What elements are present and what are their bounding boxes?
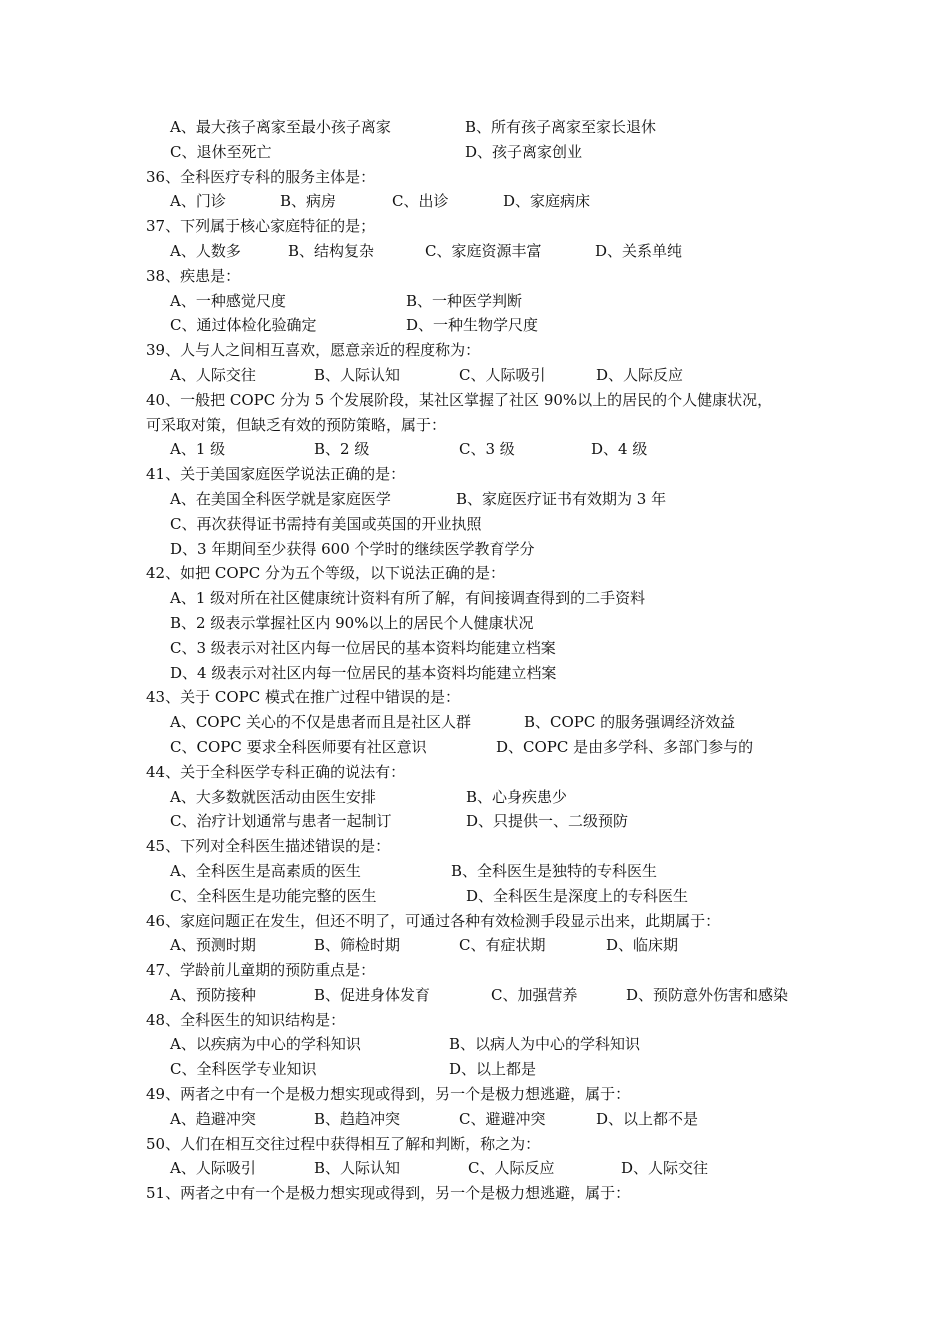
answer-option: B、筛检时期 xyxy=(314,936,401,955)
document-page xyxy=(0,115,950,1206)
answer-option: C、出诊 xyxy=(392,192,449,211)
question-stem: 50、人们在相互交往过程中获得相互了解和判断，称之为： xyxy=(146,1134,541,1153)
answer-option: B、人际认知 xyxy=(314,365,401,384)
answer-option: D、COPC 是由多学科、多部门参与的 xyxy=(496,737,754,756)
option-row xyxy=(0,363,950,388)
answer-option: C、全科医生是功能完整的医生 xyxy=(170,886,377,905)
question-stem: 45、下列对全科医生描述错误的是： xyxy=(146,837,391,856)
question-stem: 51、两者之中有一个是极力想实现或得到，另一个是极力想逃避，属于： xyxy=(146,1184,631,1203)
answer-option: B、趋趋冲突 xyxy=(314,1109,401,1128)
answer-option: A、以疾病为中心的学科知识 xyxy=(170,1035,361,1054)
answer-option: A、预测时期 xyxy=(170,936,256,955)
answer-option: A、1 级对所在社区健康统计资料有所了解，有间接调查得到的二手资料 xyxy=(170,589,646,608)
answer-option: C、人际吸引 xyxy=(459,365,546,384)
answer-option: B、心身疾患少 xyxy=(466,787,568,806)
question-stem: 47、学龄前儿童期的预防重点是： xyxy=(146,961,376,980)
answer-option: B、病房 xyxy=(280,192,337,211)
option-row xyxy=(0,586,950,611)
option-row xyxy=(0,1107,950,1132)
answer-option: B、以病人为中心的学科知识 xyxy=(449,1035,641,1054)
answer-option: B、人际认知 xyxy=(314,1159,401,1178)
answer-option: B、结构复杂 xyxy=(288,241,375,260)
answer-option: D、全科医生是深度上的专科医生 xyxy=(466,886,689,905)
question-stem: 44、关于全科医学专科正确的说法有： xyxy=(146,762,406,781)
answer-option: A、全科医生是高素质的医生 xyxy=(170,861,361,880)
answer-option: A、人际吸引 xyxy=(170,1159,256,1178)
answer-option: D、关系单纯 xyxy=(595,241,683,260)
option-row xyxy=(0,809,950,834)
answer-option: C、加强营养 xyxy=(491,985,578,1004)
answer-option: C、人际反应 xyxy=(468,1159,555,1178)
answer-option: A、1 级 xyxy=(170,440,226,459)
question-stem: 42、如把 COPC 分为五个等级，以下说法正确的是： xyxy=(146,564,505,583)
answer-option: D、人际反应 xyxy=(596,365,684,384)
answer-option: A、最大孩子离家至最小孩子离家 xyxy=(170,118,391,136)
option-row xyxy=(0,933,950,958)
option-row xyxy=(0,1156,950,1181)
question-stem-continued: 可采取对策，但缺乏有效的预防策略，属于： xyxy=(146,415,447,434)
option-row xyxy=(0,239,950,264)
answer-option: D、一种生物学尺度 xyxy=(406,316,539,335)
question-stem: 39、人与人之间相互喜欢，愿意亲近的程度称为： xyxy=(146,341,481,360)
option-row xyxy=(0,289,950,314)
question-stem: 43、关于 COPC 模式在推广过程中错误的是： xyxy=(146,688,460,707)
question-stem: 38、疾患是： xyxy=(146,266,241,285)
question-stem: 48、全科医生的知识结构是： xyxy=(146,1010,346,1029)
answer-option: D、3 年期间至少获得 600 个学时的继续医学教育学分 xyxy=(170,539,535,558)
answer-option: B、所有孩子离家至家长退休 xyxy=(465,118,657,136)
answer-option: B、一种医学判断 xyxy=(406,291,523,310)
answer-option: A、大多数就医活动由医生安排 xyxy=(170,787,376,806)
option-row xyxy=(0,487,950,512)
option-row xyxy=(0,983,950,1008)
answer-option: D、4 级表示对社区内每一位居民的基本资料均能建立档案 xyxy=(170,663,557,682)
answer-option: A、趋避冲突 xyxy=(170,1109,256,1128)
option-row xyxy=(0,785,950,810)
option-row xyxy=(0,1057,950,1082)
answer-option: B、2 级 xyxy=(314,440,370,459)
answer-option: A、预防接种 xyxy=(170,985,256,1004)
question-stem: 40、一般把 COPC 分为 5 个发展阶段，某社区掌握了社区 90%以上的居民的个人健康状况， xyxy=(146,390,773,409)
option-row xyxy=(0,636,950,661)
option-row xyxy=(0,512,950,537)
answer-option: A、COPC 关心的不仅是患者而且是社区人群 xyxy=(170,713,471,732)
question-stem: 49、两者之中有一个是极力想实现或得到，另一个是极力想逃避，属于： xyxy=(146,1085,631,1104)
answer-option: C、避避冲突 xyxy=(459,1109,546,1128)
answer-option: B、COPC 的服务强调经济效益 xyxy=(524,713,736,732)
answer-option: C、3 级表示对社区内每一位居民的基本资料均能建立档案 xyxy=(170,638,556,657)
option-row xyxy=(0,313,950,338)
answer-option: D、以上都是 xyxy=(449,1060,537,1079)
answer-option: D、人际交往 xyxy=(621,1159,709,1178)
answer-option: D、预防意外伤害和感染 xyxy=(626,985,789,1004)
option-row xyxy=(0,1032,950,1057)
answer-option: A、一种感觉尺度 xyxy=(170,291,286,310)
question-stem: 36、全科医疗专科的服务主体是： xyxy=(146,167,376,186)
answer-option: A、在美国全科医学就是家庭医学 xyxy=(170,489,391,508)
answer-option: A、人际交往 xyxy=(170,365,256,384)
answer-option: D、只提供一、二级预防 xyxy=(466,812,629,831)
answer-option: A、门诊 xyxy=(170,192,226,211)
answer-option: A、人数多 xyxy=(170,241,241,260)
option-row xyxy=(0,537,950,562)
answer-option: D、4 级 xyxy=(591,440,648,459)
option-row xyxy=(0,710,950,735)
answer-option: B、家庭医疗证书有效期为 3 年 xyxy=(456,489,667,508)
answer-option: D、孩子离家创业 xyxy=(465,142,583,161)
answer-option: B、促进身体发育 xyxy=(314,985,431,1004)
answer-option: C、治疗计划通常与患者一起制订 xyxy=(170,812,392,831)
answer-option: C、COPC 要求全科医师要有社区意识 xyxy=(170,737,427,756)
answer-option: D、临床期 xyxy=(606,936,679,955)
option-row xyxy=(0,884,950,909)
answer-option: C、3 级 xyxy=(459,440,515,459)
option-row xyxy=(0,115,950,140)
answer-option: D、家庭病床 xyxy=(503,192,591,211)
answer-option: C、退休至死亡 xyxy=(170,142,272,161)
question-stem: 46、家庭问题正在发生，但还不明了，可通过各种有效检测手段显示出来，此期属于： xyxy=(146,911,721,930)
answer-option: C、通过体检化验确定 xyxy=(170,316,317,335)
option-row xyxy=(0,661,950,686)
answer-option: C、有症状期 xyxy=(459,936,546,955)
answer-option: C、再次获得证书需持有美国或英国的开业执照 xyxy=(170,514,482,533)
answer-option: B、全科医生是独特的专科医生 xyxy=(451,861,658,880)
answer-option: D、以上都不是 xyxy=(596,1109,699,1128)
question-stem: 41、关于美国家庭医学说法正确的是： xyxy=(146,465,406,484)
option-row xyxy=(0,140,950,165)
option-row xyxy=(0,611,950,636)
answer-option: B、2 级表示掌握社区内 90%以上的居民个人健康状况 xyxy=(170,613,534,632)
answer-option: C、全科医学专业知识 xyxy=(170,1060,317,1079)
option-row xyxy=(0,859,950,884)
question-stem: 37、下列属于核心家庭特征的是； xyxy=(146,217,376,236)
option-row xyxy=(0,189,950,214)
answer-option: C、家庭资源丰富 xyxy=(425,241,542,260)
option-row xyxy=(0,735,950,760)
option-row xyxy=(0,437,950,462)
